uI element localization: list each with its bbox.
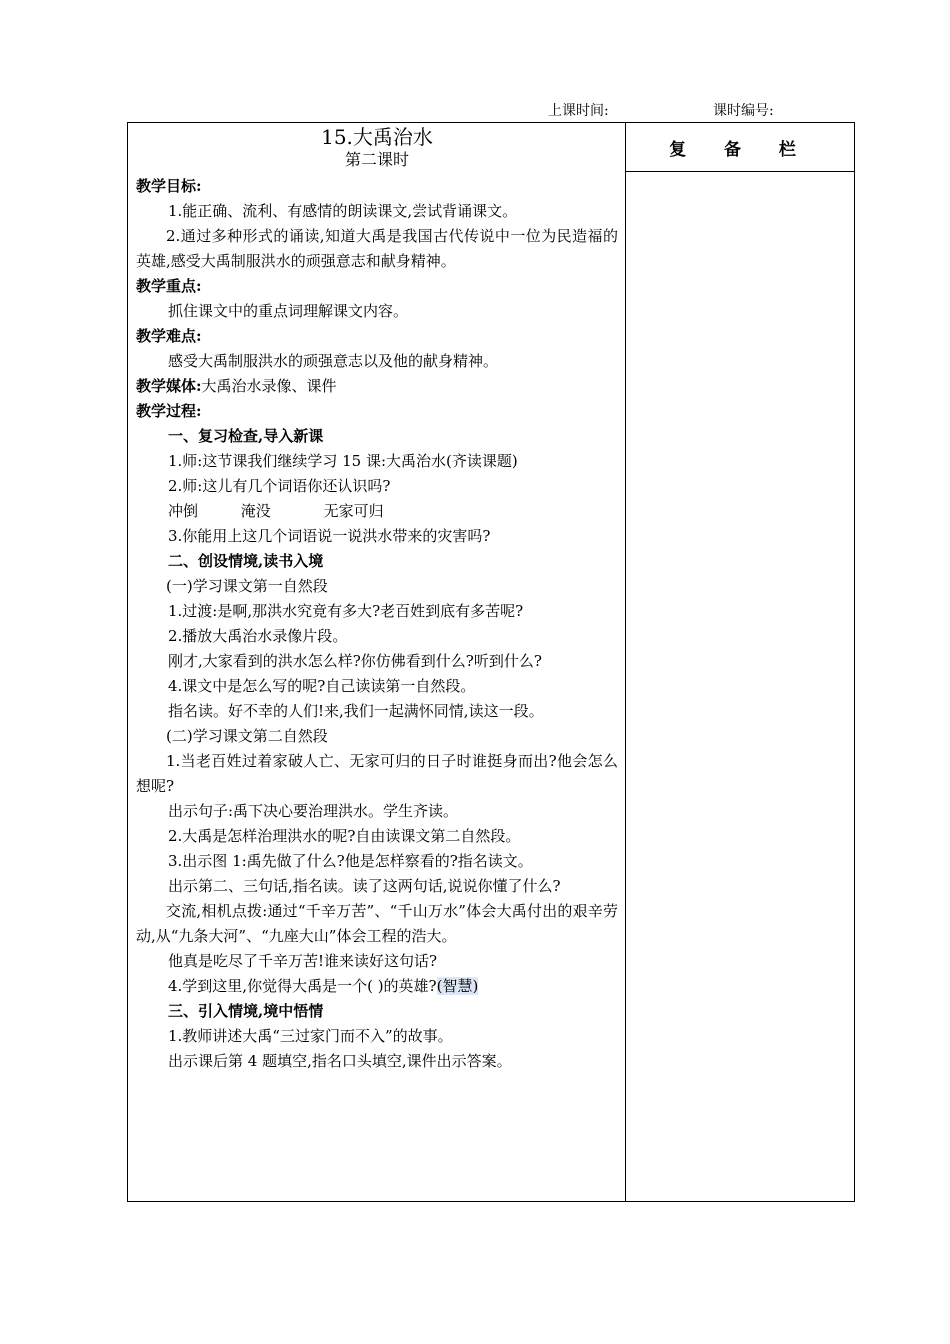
sidebar-header-divider xyxy=(625,171,855,172)
step-item: 2.大禹是怎样治理洪水的呢?自由读课文第二自然段。 xyxy=(168,827,521,845)
lesson-plan-table xyxy=(127,122,855,1202)
step-item: 出示第二、三句话,指名读。读了这两句话,说说你懂了什么? xyxy=(168,877,561,895)
part-heading: (一)学习课文第一自然段 xyxy=(166,577,328,595)
word-item: 无家可归 xyxy=(323,502,384,520)
word-item: 淹没 xyxy=(240,502,271,520)
step-item: 指名读。好不幸的人们!来,我们一起满怀同情,读这一段。 xyxy=(168,702,544,720)
difficulty-heading: 教学难点: xyxy=(136,327,202,345)
word-item: 冲倒 xyxy=(168,502,199,520)
step-item: 刚才,大家看到的洪水怎么样?你仿佛看到什么?听到什么? xyxy=(168,652,542,670)
step-heading: 二、创设情境,读书入境 xyxy=(168,552,324,570)
goal-item: 1.能正确、流利、有感情的朗读课文,尝试背诵课文。 xyxy=(168,202,518,220)
sidebar-title: 复 备 栏 xyxy=(669,140,812,160)
step-heading: 一、复习检查,导入新课 xyxy=(168,427,324,445)
media-text: 大禹治水录像、课件 xyxy=(201,377,337,395)
step-item: 4.课文中是怎么写的呢?自己读读第一自然段。 xyxy=(168,677,476,695)
process-heading: 教学过程: xyxy=(136,402,202,420)
step-item: 2.师:这儿有几个词语你还认识吗? xyxy=(168,477,391,495)
media-row xyxy=(136,374,618,399)
word-list xyxy=(136,499,618,524)
step-item: 2.播放大禹治水录像片段。 xyxy=(168,627,348,645)
step-item: 1.过渡:是啊,那洪水究竟有多大?老百姓到底有多苦呢? xyxy=(168,602,524,620)
step-item-with-answer xyxy=(136,974,618,999)
key-text: 抓住课文中的重点词理解课文内容。 xyxy=(168,302,409,320)
step-item: 3.出示图 1:禹先做了什么?他是怎样察看的?指名读文。 xyxy=(168,852,533,870)
step-item: 1.教师讲述大禹“三过家门而不入”的故事。 xyxy=(168,1027,453,1045)
question-text: 4.学到这里,你觉得大禹是一个( )的英雄? xyxy=(168,977,437,995)
goal-item: 2.通过多种形式的诵读,知道大禹是我国古代传说中一位为民造福的英雄,感受大禹制服洪水的顽强意志和献身精神。 xyxy=(136,227,618,270)
step-item: 交流,相机点拨:通过“千辛万苦”、“千山万水”体会大禹付出的艰辛劳动,从“九条大河”、“九座大山”体会工程的浩大。 xyxy=(136,902,618,945)
step-heading: 三、引入情境,境中悟情 xyxy=(168,1002,324,1020)
answer-highlight: (智慧) xyxy=(436,977,479,995)
class-time-label: 上课时间: xyxy=(548,103,609,119)
part-heading: (二)学习课文第二自然段 xyxy=(166,727,328,745)
lesson-content xyxy=(136,125,618,1074)
column-divider xyxy=(625,123,626,1201)
step-item: 他真是吃尽了千辛万苦!谁来读好这句话? xyxy=(168,952,438,970)
step-item: 出示句子:禹下决心要治理洪水。学生齐读。 xyxy=(168,802,459,820)
step-item: 1.当老百姓过着家破人亡、无家可归的日子时谁挺身而出?他会怎么想呢? xyxy=(136,752,618,795)
step-item: 1.师:这节课我们继续学习 15 课:大禹治水(齐读课题) xyxy=(168,452,518,470)
step-item: 出示课后第 4 题填空,指名口头填空,课件出示答案。 xyxy=(168,1052,512,1070)
lesson-number-label: 课时编号: xyxy=(713,103,774,119)
key-heading: 教学重点: xyxy=(136,277,202,295)
media-heading: 教学媒体: xyxy=(136,377,202,395)
lesson-title: 15.大禹治水 xyxy=(321,125,433,149)
difficulty-text: 感受大禹制服洪水的顽强意志以及他的献身精神。 xyxy=(168,352,499,370)
step-item: 3.你能用上这几个词语说一说洪水带来的灾害吗? xyxy=(168,527,491,545)
goals-heading: 教学目标: xyxy=(136,177,202,195)
page-header xyxy=(0,98,950,120)
lesson-subtitle: 第二课时 xyxy=(344,150,409,169)
